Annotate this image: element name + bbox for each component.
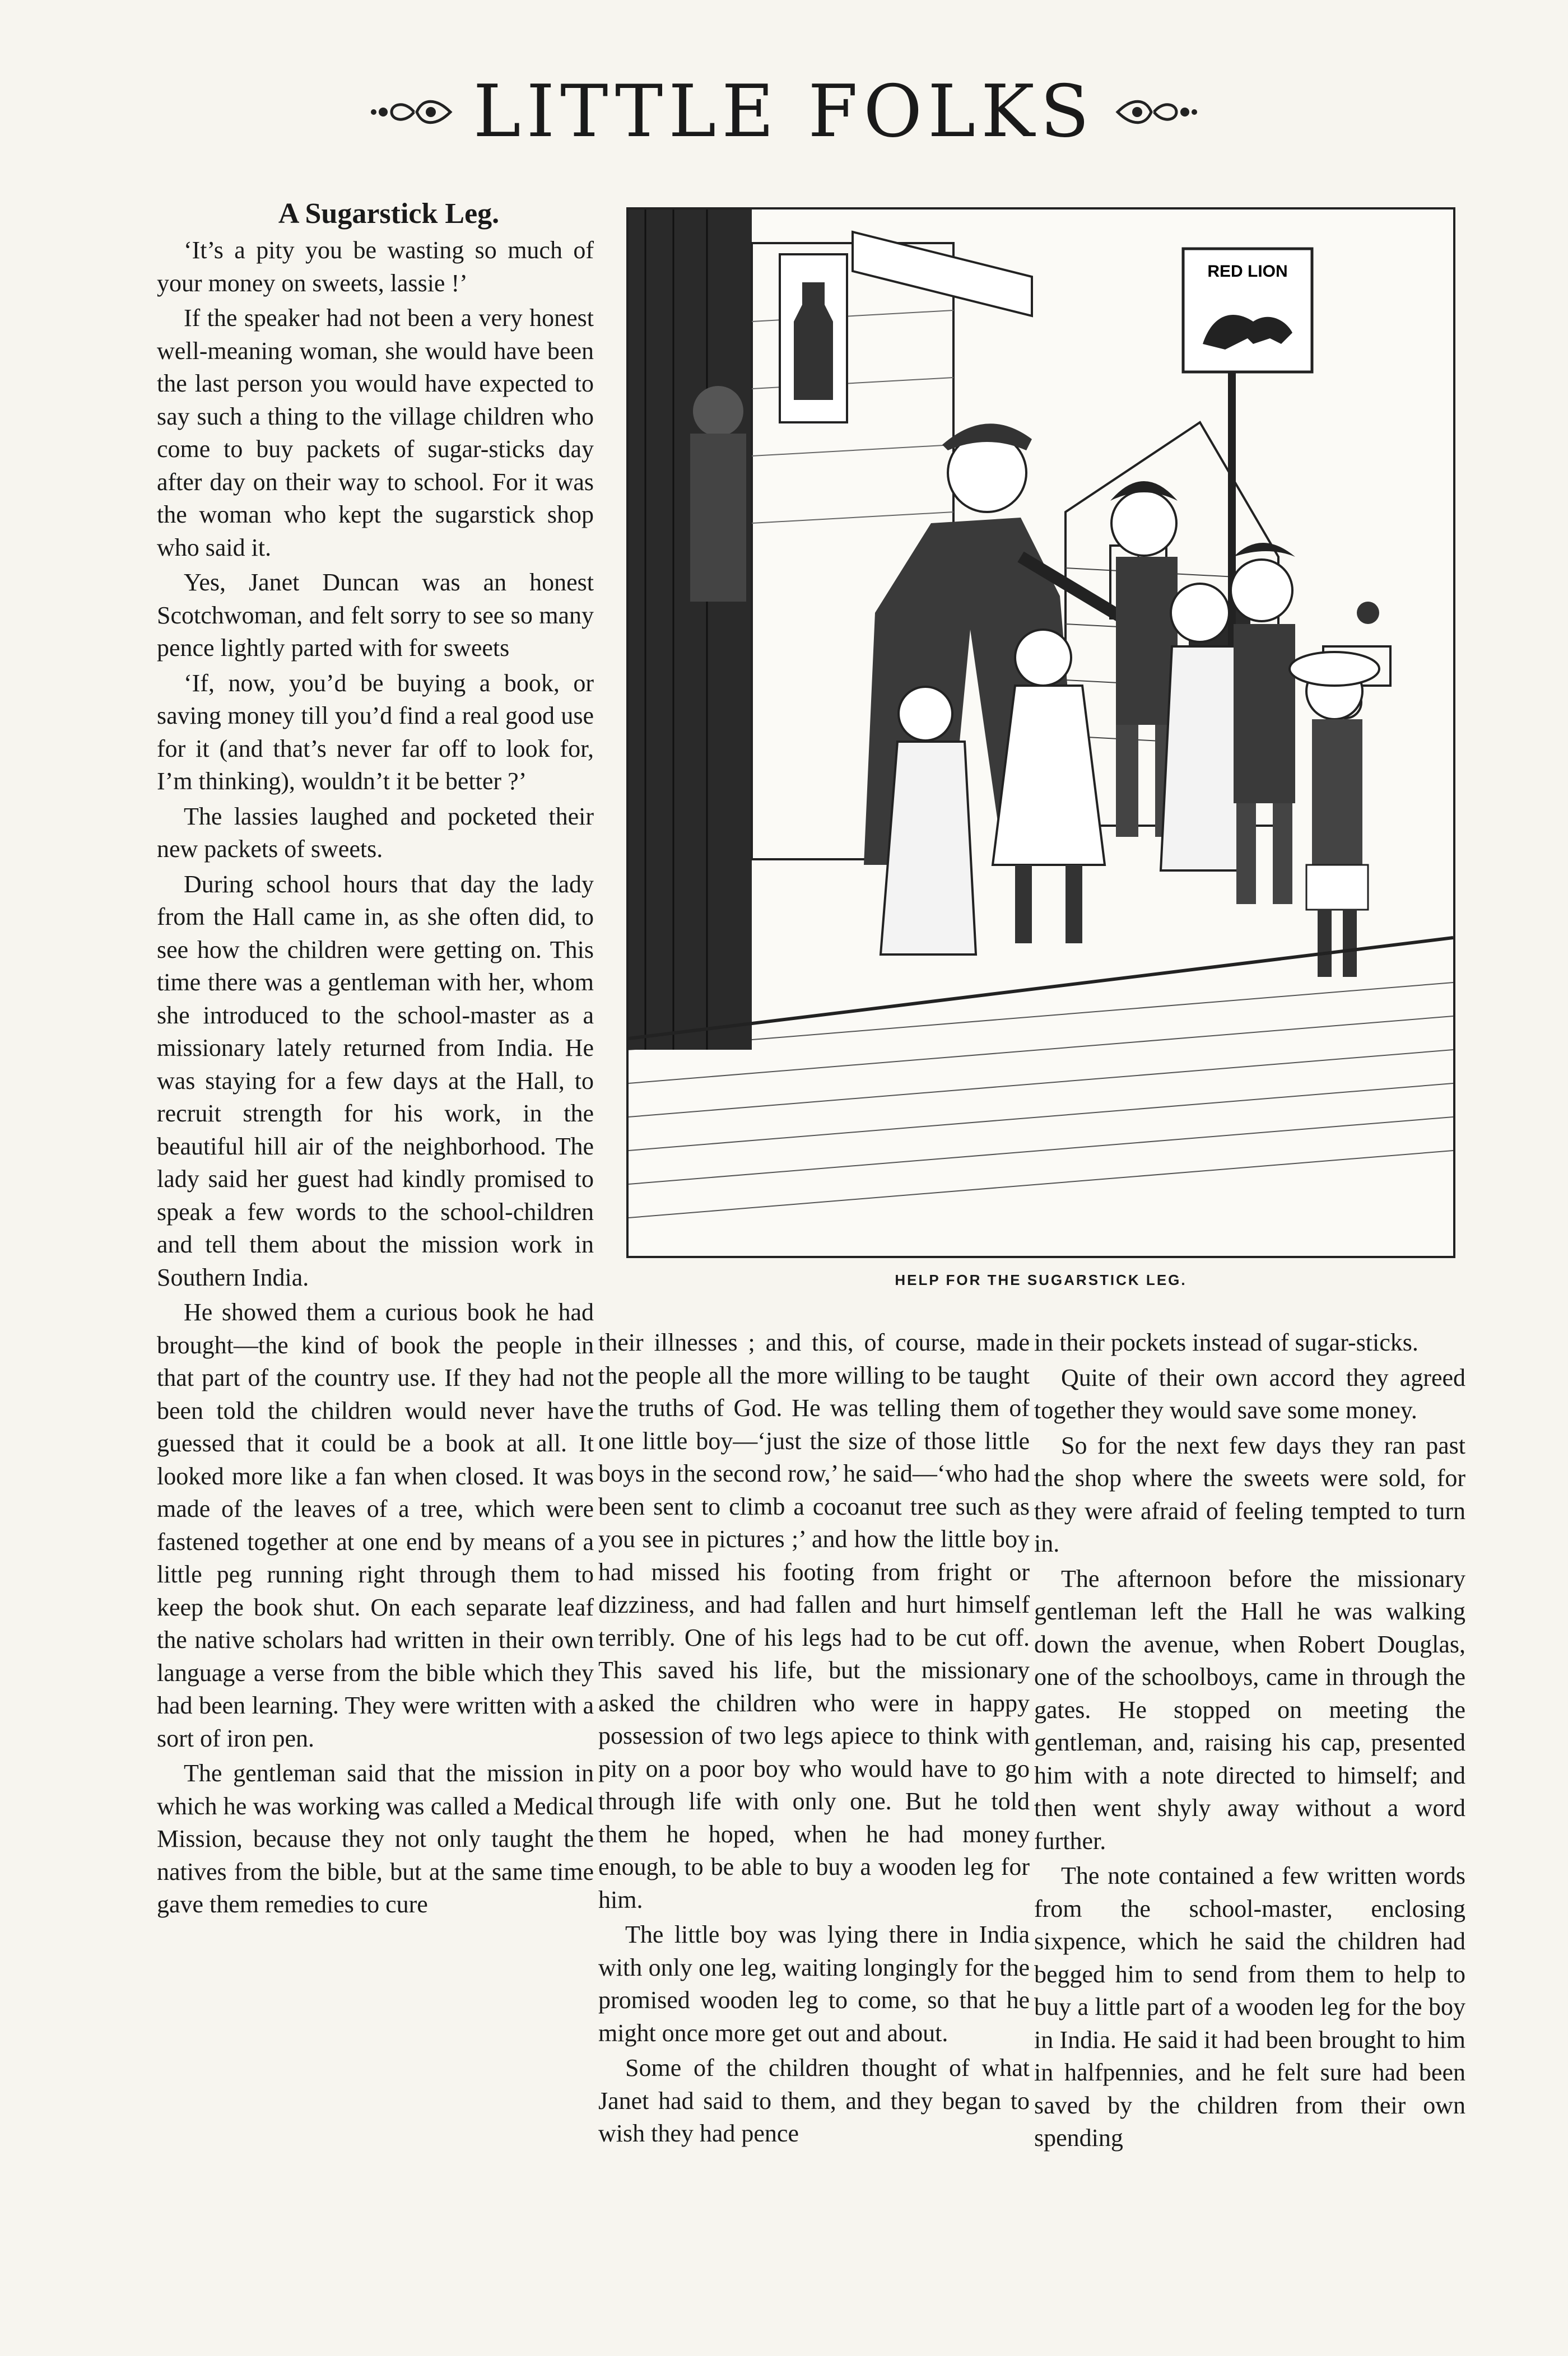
- story-title: A Sugarstick Leg.: [278, 198, 500, 230]
- right-ornament-icon: [1115, 90, 1199, 134]
- paragraph: The gentleman said that the mission in which he was working was called a Medical Mission, because they not only taught the natives from the bible, but at the same time gave them remedies to cure: [157, 1759, 594, 1918]
- paragraph: Some of the children thought of what Janet had said to them, and they began to wish they had pence: [598, 2054, 1030, 2147]
- paragraph: in their pockets instead of sugar-sticks.: [1034, 1329, 1418, 1356]
- paragraph: The lassies laughed and pocketed their new packets of sweets.: [157, 802, 594, 863]
- paragraph: The little boy was lying there in India with only one leg, waiting longingly for the promised wooden leg to come, so that he might once more get out and about.: [598, 1921, 1030, 2047]
- left-ornament-icon: [369, 90, 453, 134]
- paragraph: During school hours that day the lady from the Hall came in, as she often did, to see how the children were getting on. This time there was a gentleman with her, whom she introduced to the school-master as a missionary lately returned from India. He was staying for a few days at the Hall, to recruit strength for his work, in the beautiful hill air of the neighborhood. The lady said her guest had kindly promised to speak a few words to the school-children and tell them about the mission work in Southern India.: [157, 870, 594, 1291]
- paragraph: their illnesses ; and this, of course, made the people all the more willing to be taught the truths of God. He was telling them of one little boy—‘just the size of those little boys in the second row,’ he said—‘who had been sent to climb a cocoanut tree such as you see in pictures ;’ and how the little boy had missed his footing from fright or dizziness, and had fallen and hurt himself terribly. One of his legs had to be cut off. This saved his life, but the missionary asked the children who were in happy possession of two legs apiece to think with pity on a poor boy who would have to go through life with only one. But he told them he hoped, when he had money enough, to be able to buy a wooden leg for him.: [598, 1329, 1030, 1913]
- article-column-2: [598, 1326, 1030, 2346]
- paragraph: If the speaker had not been a very honest well-meaning woman, she would have been the last person you would have expected to say such a thing to the village children who come to buy packets of sugar-sticks day after day on their way to school. For it was the woman who kept the sugarstick shop who said it.: [157, 304, 594, 561]
- street-scene-image: [629, 209, 1453, 1256]
- paragraph: So for the next few days they ran past the shop where the sweets were sold, for they were afraid of feeling tempted to turn in.: [1034, 1431, 1465, 1557]
- paragraph: ‘It’s a pity you be wasting so much of your money on sweets, lassie !’: [157, 236, 594, 297]
- page-title: LITTLE FOLKS: [473, 70, 1095, 153]
- illustration-caption: HELP FOR THE SUGARSTICK LEG.: [895, 1272, 1187, 1288]
- paragraph: The note contained a few written words from the school-master, enclosing sixpence, which he said the children had begged him to send from them to help to buy a little part of a wooden leg for the boy in India. He said it had been brought to him in halfpennies, and he felt sure had been saved by the children from their own spending: [1034, 1862, 1465, 2152]
- paragraph: Quite of their own accord they agreed together they would save some money.: [1034, 1363, 1465, 1424]
- paragraph: ‘If, now, you’d be buying a book, or saving money till you’d find a real good use for it (and that’s never far off to look for, I’m thinking), wouldn’t it be better ?’: [157, 669, 594, 795]
- paragraph: The afternoon before the missionary gentleman left the Hall he was walking down the avenue, when Robert Douglas, one of the schoolboys, came in through the gates. He stopped on meeting the gentleman, and, raising his cap, presented him with a note directed to himself; and then went shyly away without a word further.: [1034, 1565, 1465, 1855]
- article-column-3: [1034, 1326, 1465, 2346]
- red-lion-sign-text: RED LION: [1207, 262, 1288, 281]
- engraving-illustration: [626, 207, 1455, 1258]
- article-column-1: [157, 196, 594, 2336]
- page-header: [0, 70, 1568, 153]
- paragraph: Yes, Janet Duncan was an honest Scotchwoman, and felt sorry to see so many pence lightly parted with for sweets: [157, 569, 594, 662]
- paragraph: He showed them a curious book he had brought—the kind of book the people in that part of the country use. If they had not been told the children would never have guessed that it could be a book at all. It looked more like a fan when closed. It was made of the leaves of a tree, which were fastened together at one end by means of a little peg running right through them to keep the book shut. On each separate leaf the native scholars had written in their own language a verse from the bible which they had been learning. They were written with a sort of iron pen.: [157, 1298, 594, 1752]
